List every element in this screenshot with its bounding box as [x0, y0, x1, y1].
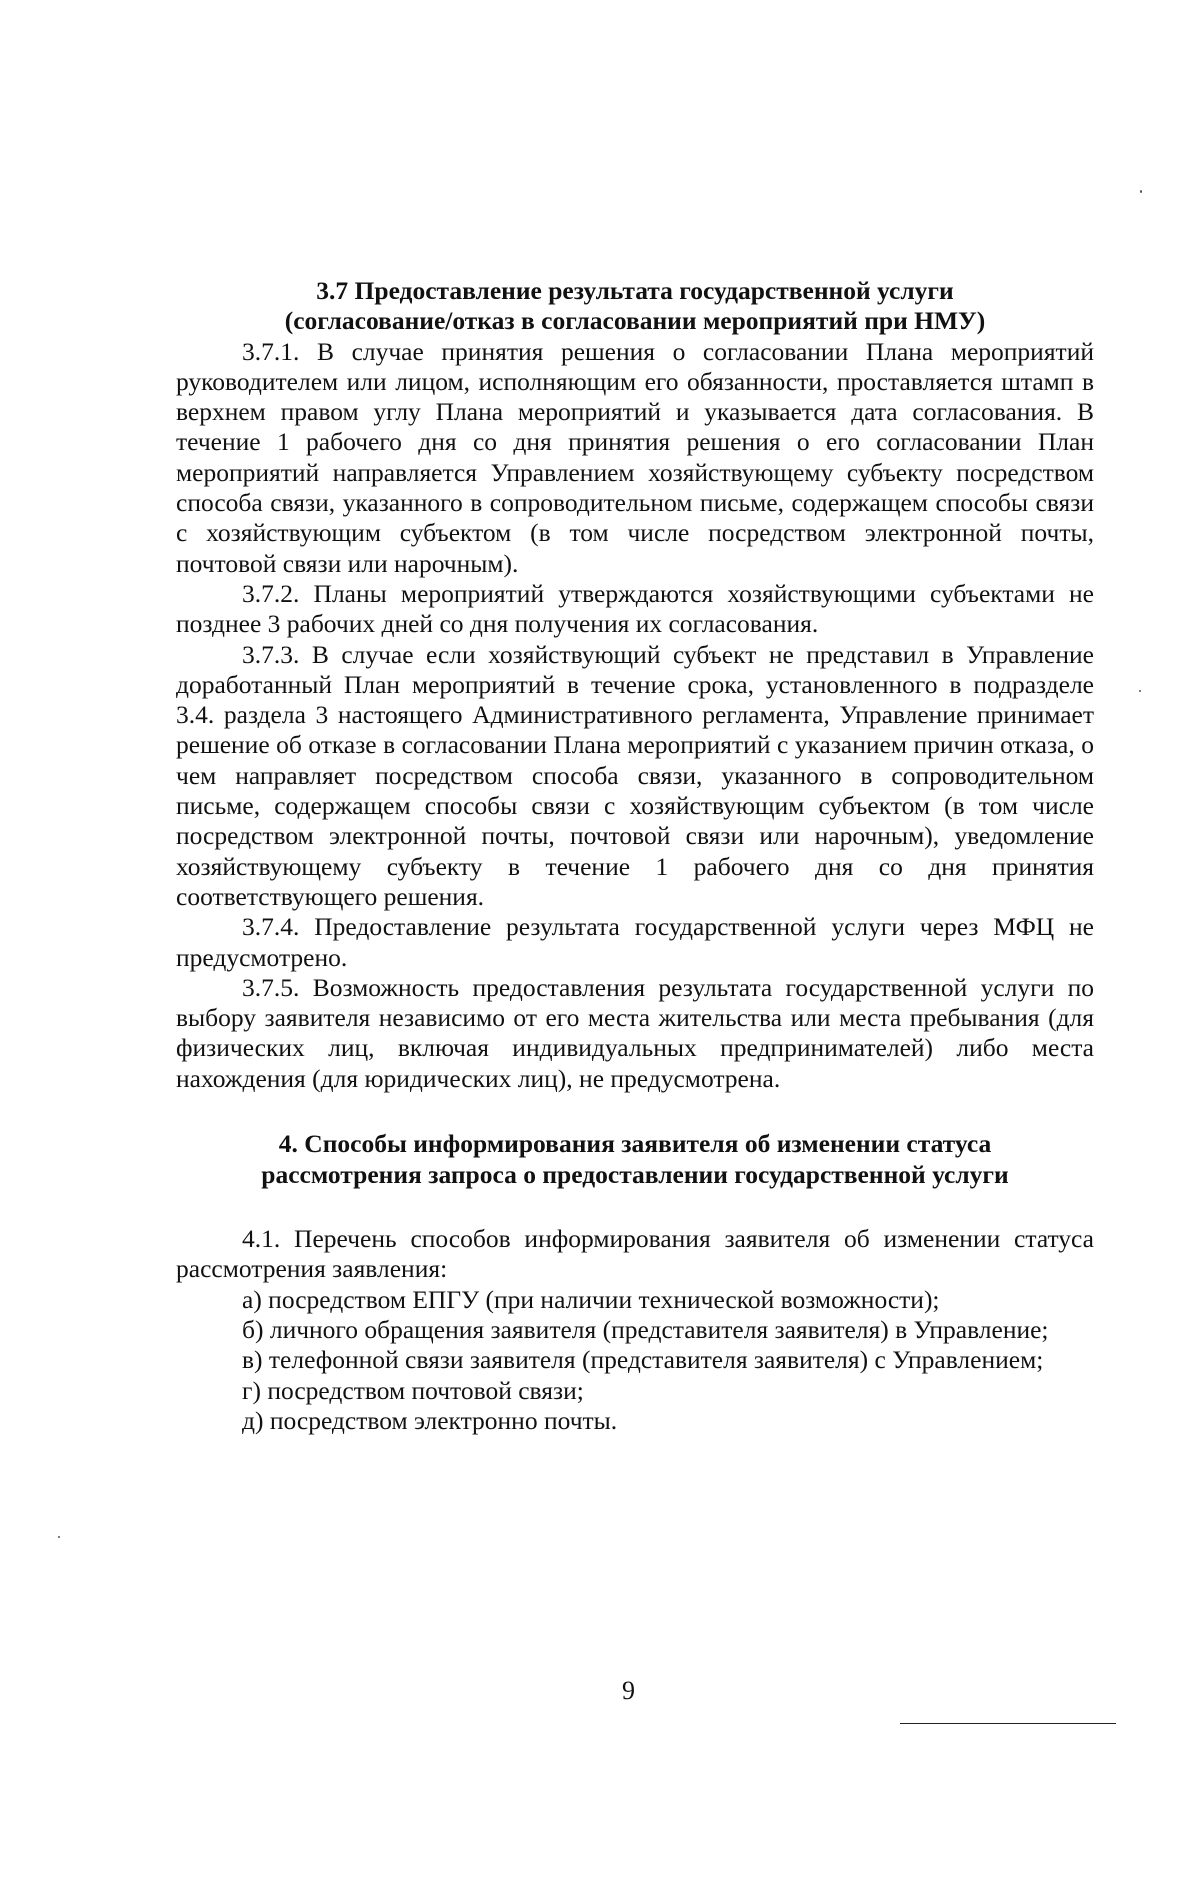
list-item: д) посредством электронно почты.: [242, 1405, 618, 1435]
page-number: 9: [622, 1676, 635, 1705]
section-4-heading-line1: 4. Способы информирования заявителя об изменении статуса: [278, 1129, 992, 1159]
scan-speck: [1140, 190, 1142, 193]
paragraph-3-7-3: 3.7.3. В случае если хозяйствующий субъект не представил в Управление доработанный План мероприятий в течение срока, установленного в подразделе 3.4. раздела 3 настоящего Административного регламента, Управление принимает решение об отказе в согласовании Плана мероприятий с указанием причин отказа, о чем направляет посредством способа связи, указанного в сопроводительном письме, содержащем способы связи с хозяйствующим субъектом (в том числе посредством электронной почты, почтовой связи или нарочным), уведомление хозяйствующему субъекту в течение 1 рабочего дня со дня принятия соответствующего решения.: [176, 639, 1094, 911]
paragraph-4-1: 4.1. Перечень способов информирования заявителя об изменении статуса рассмотрения заявления:: [176, 1224, 1094, 1284]
list-item: б) личного обращения заявителя (представителя заявителя) в Управление;: [242, 1314, 1049, 1344]
list-item: в) телефонной связи заявителя (представителя заявителя) с Управлением;: [242, 1345, 1044, 1375]
list-item: г) посредством почтовой связи;: [242, 1375, 584, 1405]
scan-speck: [1139, 690, 1141, 692]
section-3-7-heading-line1: 3.7 Предоставление результата государственной услуги: [316, 276, 954, 305]
section-3-7-heading-line2: (согласование/отказ в согласовании мероприятий при НМУ): [284, 306, 986, 336]
section-4-heading: [176, 1128, 1094, 1190]
footer-rule: [900, 1723, 1116, 1724]
paragraph-3-7-4: 3.7.4. Предоставление результата государственной услуги через МФЦ не предусмотрено.: [176, 912, 1094, 972]
paragraph-3-7-5: 3.7.5. Возможность предоставления результата государственной услуги по выбору заявителя независимо от его места жительства или места пребывания (для физических лиц, включая индивидуальных предпринимателей) либо места нахождения (для юридических лиц), не предусмотрена.: [176, 972, 1094, 1093]
section-4-heading-line2: рассмотрения запроса о предоставлении государственной услуги: [261, 1160, 1009, 1190]
scan-speck: [58, 1536, 60, 1538]
document-body: [176, 276, 1094, 1436]
section-4: [176, 1224, 1094, 1436]
section-3-7: [176, 276, 1094, 1094]
paragraph-3-7-2: 3.7.2. Планы мероприятий утверждаются хозяйствующими субъектами не позднее 3 рабочих дней со дня получения их согласования.: [176, 578, 1094, 639]
paragraph-3-7-1: 3.7.1. В случае принятия решения о согласовании Плана мероприятий руководителем или лицом, исполняющим его обязанности, проставляется штамп в верхнем правом углу Плана мероприятий и указывается дата согласования. В течение 1 рабочего дня со дня принятия решения о его согласовании План мероприятий направляется Управлением хозяйствующему субъекту посредством способа связи, указанного в сопроводительном письме, содержащем способы связи с хозяйствующим субъектом (в том числе посредством электронной почты, почтовой связи или нарочным).: [176, 336, 1094, 578]
list-item: а) посредством ЕПГУ (при наличии технической возможности);: [242, 1284, 940, 1314]
informing-methods-list: [176, 1285, 1094, 1436]
